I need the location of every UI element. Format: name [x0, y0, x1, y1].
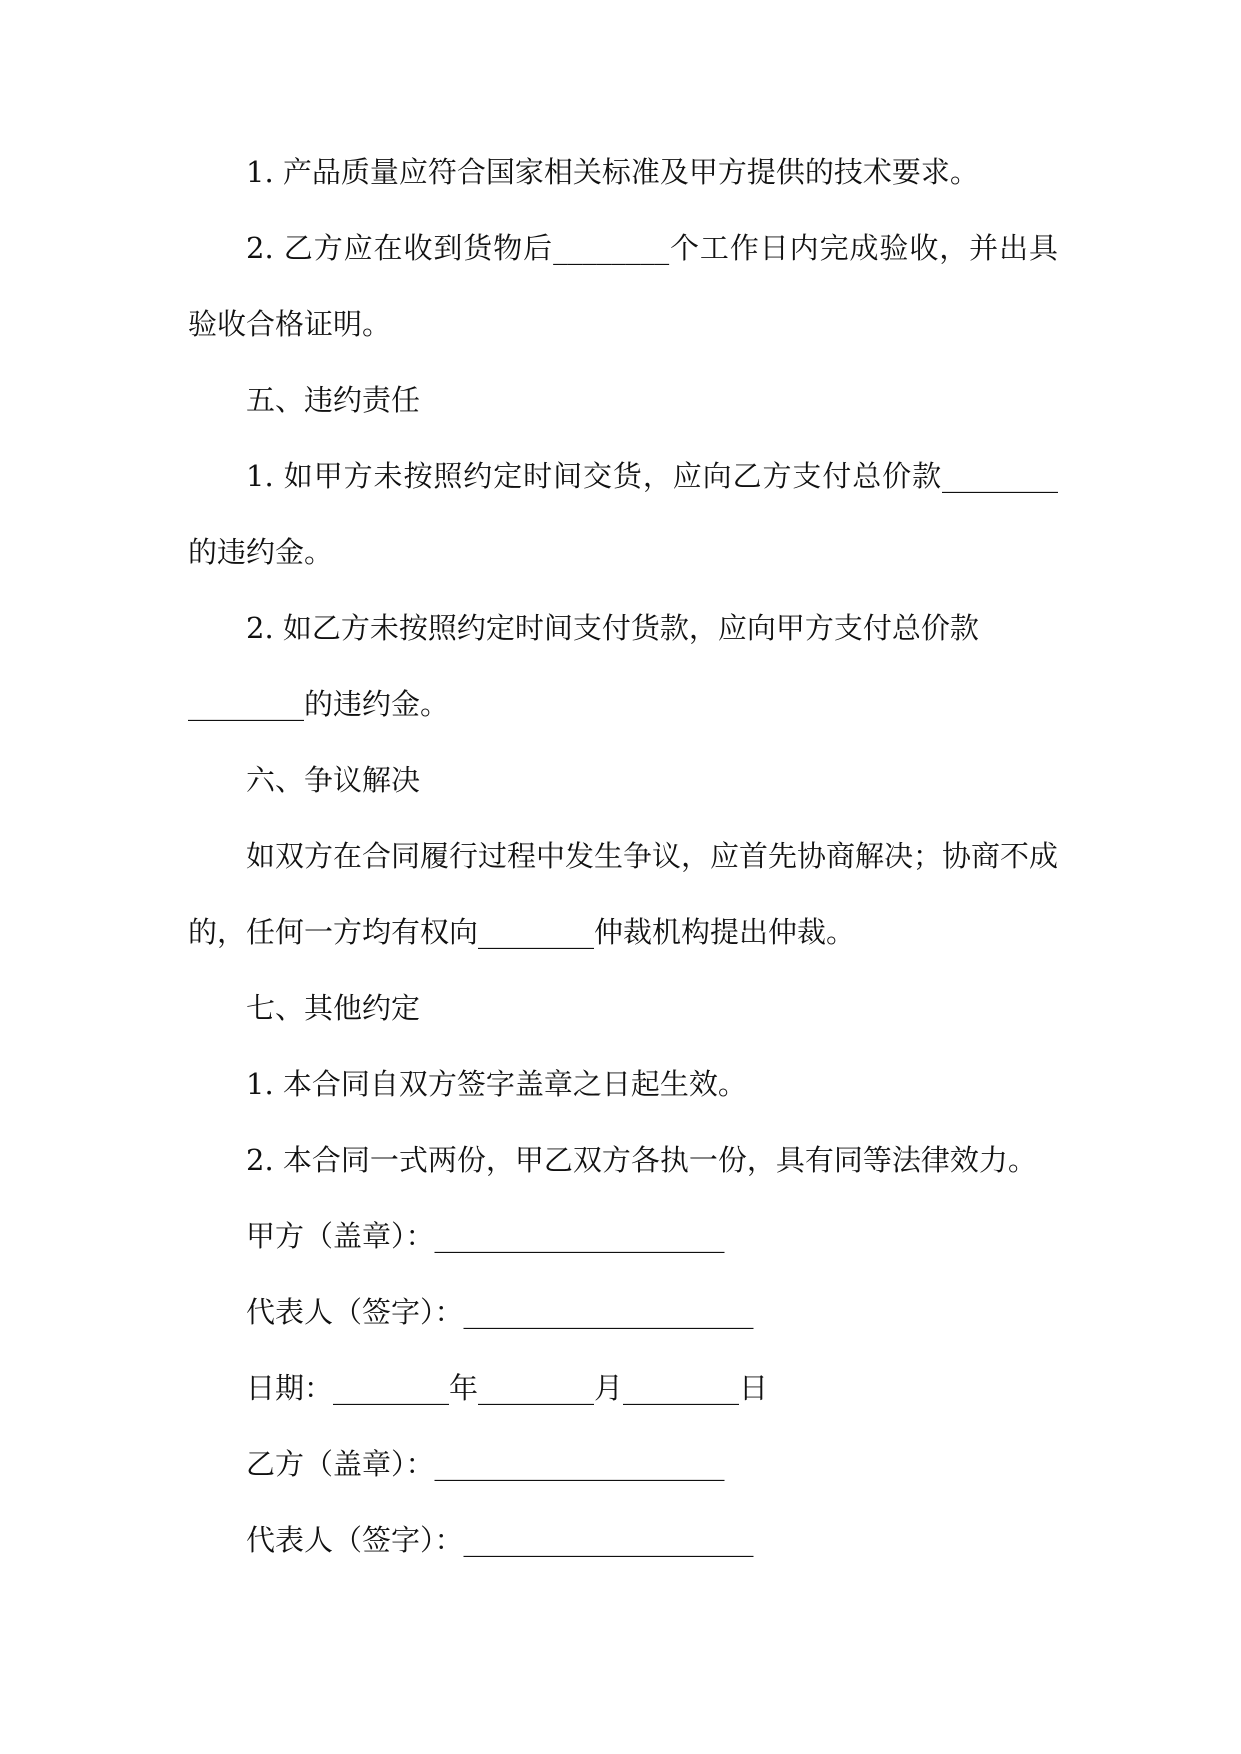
- other-clause-2: 2. 本合同一式两份，甲乙双方各执一份，具有同等法律效力。: [246, 1143, 1037, 1177]
- party-b-seal-line: 乙方（盖章）：____________________: [246, 1447, 725, 1481]
- liability-clause-2-cont: ________的违约金。: [188, 687, 450, 721]
- other-clause-1: 1. 本合同自双方签字盖章之日起生效。: [246, 1067, 747, 1101]
- date-line: 日期：________年________月________日: [246, 1371, 769, 1405]
- quality-clause-2-cont: 验收合格证明。: [188, 307, 392, 341]
- liability-clause-1-cont: 的违约金。: [188, 535, 334, 569]
- section-heading-6: 六、争议解决: [246, 763, 421, 797]
- dispute-clause: 如双方在合同履行过程中发生争议，应首先协商解决；协商不成: [246, 839, 1059, 873]
- party-a-representative-line: 代表人（签字）：____________________: [246, 1295, 754, 1329]
- liability-clause-2: 2. 如乙方未按照约定时间支付货款，应向甲方支付总价款: [246, 611, 979, 645]
- party-a-seal-line: 甲方（盖章）：____________________: [246, 1219, 725, 1253]
- party-b-representative-line: 代表人（签字）：____________________: [246, 1523, 754, 1557]
- dispute-clause-cont: 的，任何一方均有权向________仲裁机构提出仲裁。: [188, 915, 856, 949]
- quality-clause-2: 2. 乙方应在收到货物后________个工作日内完成验收，并出具: [246, 231, 1058, 265]
- section-heading-7: 七、其他约定: [246, 991, 421, 1025]
- liability-clause-1: 1. 如甲方未按照约定时间交货，应向乙方支付总价款________: [246, 459, 1058, 493]
- quality-clause-1: 1. 产品质量应符合国家相关标准及甲方提供的技术要求。: [246, 155, 979, 189]
- section-heading-5: 五、违约责任: [246, 383, 421, 417]
